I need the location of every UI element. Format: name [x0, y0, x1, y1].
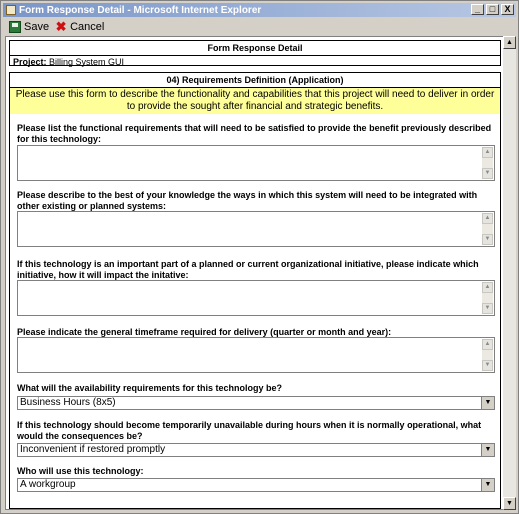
section-title: 04) Requirements Definition (Application)	[10, 73, 500, 88]
textarea-scrollbar[interactable]	[482, 213, 493, 245]
question-label: Please indicate the general timeframe required for delivery (quarter or month and year):	[17, 327, 392, 337]
save-icon	[9, 21, 21, 33]
scroll-up-icon[interactable]: ▲	[482, 213, 493, 224]
dropdown-arrow-icon[interactable]: ▼	[481, 397, 494, 409]
scroll-up-icon[interactable]: ▲	[482, 339, 493, 350]
project-value: Billing System GUI	[49, 57, 125, 67]
textarea-scrollbar[interactable]	[482, 282, 493, 314]
question-label: What will the availability requirements for this technology be?	[17, 383, 283, 393]
consequences-select[interactable]	[17, 443, 495, 457]
save-button[interactable]	[9, 21, 49, 33]
scroll-up-icon[interactable]: ▲	[503, 36, 516, 49]
functional-requirements-textarea[interactable]	[17, 145, 495, 181]
project-row	[10, 55, 500, 68]
project-label: Project:	[13, 57, 47, 67]
minimize-button[interactable]: _	[471, 4, 484, 15]
scroll-down-icon[interactable]: ▼	[482, 360, 493, 371]
users-select[interactable]	[17, 478, 495, 492]
cancel-icon: ✖	[55, 18, 67, 34]
availability-value: Business Hours (8x5)	[20, 397, 116, 408]
textarea-scrollbar[interactable]	[482, 339, 493, 371]
form-header-box	[9, 40, 501, 66]
scroll-down-icon[interactable]: ▼	[503, 497, 516, 510]
scroll-up-icon[interactable]: ▲	[482, 147, 493, 158]
window-title: Form Response Detail - Microsoft Internet Explorer	[19, 4, 262, 16]
form-header: Form Response Detail	[10, 41, 500, 55]
form-icon	[6, 5, 16, 15]
initiative-textarea[interactable]	[17, 280, 495, 316]
window-controls	[471, 4, 514, 15]
scroll-down-icon[interactable]: ▼	[482, 303, 493, 314]
consequences-value: Inconvenient if restored promptly	[20, 444, 166, 455]
cancel-label: Cancel	[70, 20, 105, 33]
form-content	[5, 36, 504, 510]
textarea-scrollbar[interactable]	[482, 147, 493, 179]
availability-select[interactable]	[17, 396, 495, 410]
scroll-down-icon[interactable]: ▼	[482, 234, 493, 245]
cancel-button[interactable]	[55, 18, 105, 34]
question-label: Please list the functional requirements that will need to be satisfied to provide the benefit previously described for this technology:	[17, 123, 492, 144]
toolbar	[3, 18, 516, 35]
question-label: If this technology should become temporarily unavailable during hours when it is normally operational, what would the consequences be?	[17, 420, 482, 441]
timeframe-textarea[interactable]	[17, 337, 495, 373]
close-button[interactable]: X	[501, 4, 514, 15]
title-bar[interactable]	[3, 3, 516, 17]
users-value: A workgroup	[20, 479, 76, 490]
instructions: Please use this form to describe the functionality and capabilities that this project will need to deliver in order to provide the sought after financial and strategic benefits.	[10, 88, 500, 114]
integration-textarea[interactable]	[17, 211, 495, 247]
scroll-up-icon[interactable]: ▲	[482, 282, 493, 293]
dropdown-arrow-icon[interactable]: ▼	[481, 444, 494, 456]
question-label: Please describe to the best of your knowledge the ways in which this system will need to be integrated with other existing or planned systems:	[17, 190, 478, 211]
dropdown-arrow-icon[interactable]: ▼	[481, 479, 494, 491]
question-label: Who will use this technology:	[17, 466, 144, 476]
page-scrollbar[interactable]	[503, 36, 516, 510]
question-label: If this technology is an important part of a planned or current organizational initiative, please indicate which initiative, how it will impact the initative:	[17, 259, 479, 280]
maximize-button[interactable]: □	[486, 4, 499, 15]
save-label: Save	[24, 20, 50, 33]
scroll-down-icon[interactable]: ▼	[482, 168, 493, 179]
